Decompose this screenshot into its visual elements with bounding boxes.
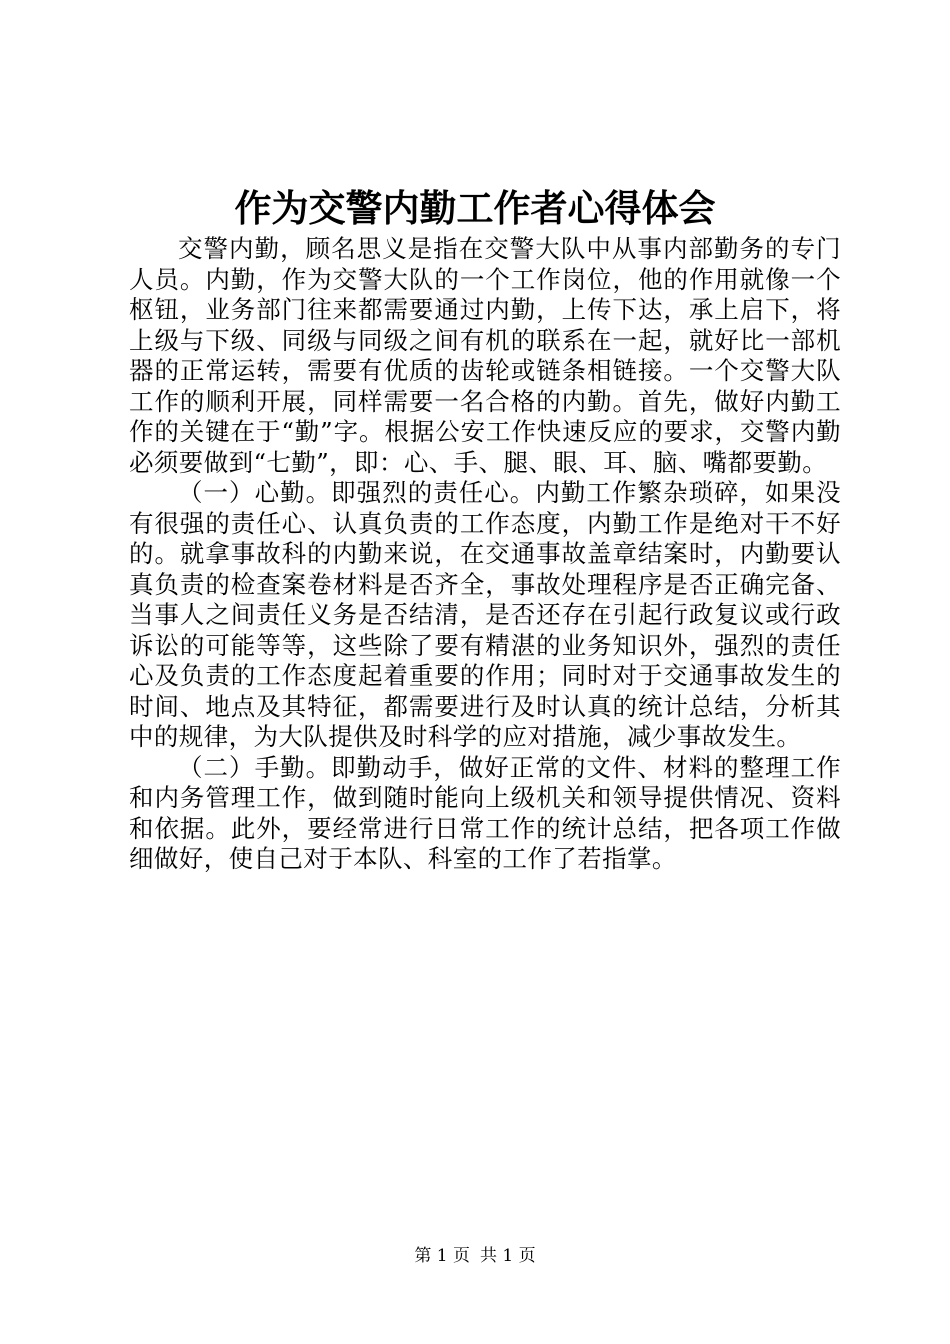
page-total: 共 1 页 [480, 1246, 536, 1266]
page-footer [0, 1245, 950, 1267]
paragraph-3: （二）手勤。即勤动手，做好正常的文件、材料的整理工作和内务管理工作，做到随时能向上级机关和领导提供情况、资料和依据。此外，要经常进行日常工作的统计总结，把各项工作做细做好，使自己对于本队、科室的工作了若指掌。 [129, 752, 841, 873]
document-title: 作为交警内勤工作者心得体会 [234, 186, 716, 230]
page-number: 第 1 页 [414, 1246, 470, 1266]
document-body [129, 234, 841, 875]
paragraph-2: （一）心勤。即强烈的责任心。内勤工作繁杂琐碎，如果没有很强的责任心、认真负责的工作态度，内勤工作是绝对干不好的。就拿事故科的内勤来说，在交通事故盖章结案时，内勤要认真负责的检查案卷材料是否齐全，事故处理程序是否正确完备、当事人之间责任义务是否结清，是否还存在引起行政复议或行政诉讼的可能等等，这些除了要有精湛的业务知识外，强烈的责任心及负责的工作态度起着重要的作用；同时对于交通事故发生的时间、地点及其特征，都需要进行及时认真的统计总结，分析其中的规律，为大队提供及时科学的应对措施，减少事故发生。 [129, 478, 841, 751]
paragraph-1: 交警内勤，顾名思义是指在交警大队中从事内部勤务的专门人员。内勤，作为交警大队的一个工作岗位，他的作用就像一个枢钮，业务部门往来都需要通过内勤，上传下达，承上启下，将上级与下级、同级与同级之间有机的联系在一起，就好比一部机器的正常运转，需要有优质的齿轮或链条相链接。一个交警大队工作的顺利开展，同样需要一名合格的内勤。首先，做好内勤工作的关键在于“勤”字。根据公安工作快速反应的要求，交警内勤必须要做到“七勤”，即：心、手、腿、眼、耳、脑、嘴都要勤。 [129, 234, 841, 477]
